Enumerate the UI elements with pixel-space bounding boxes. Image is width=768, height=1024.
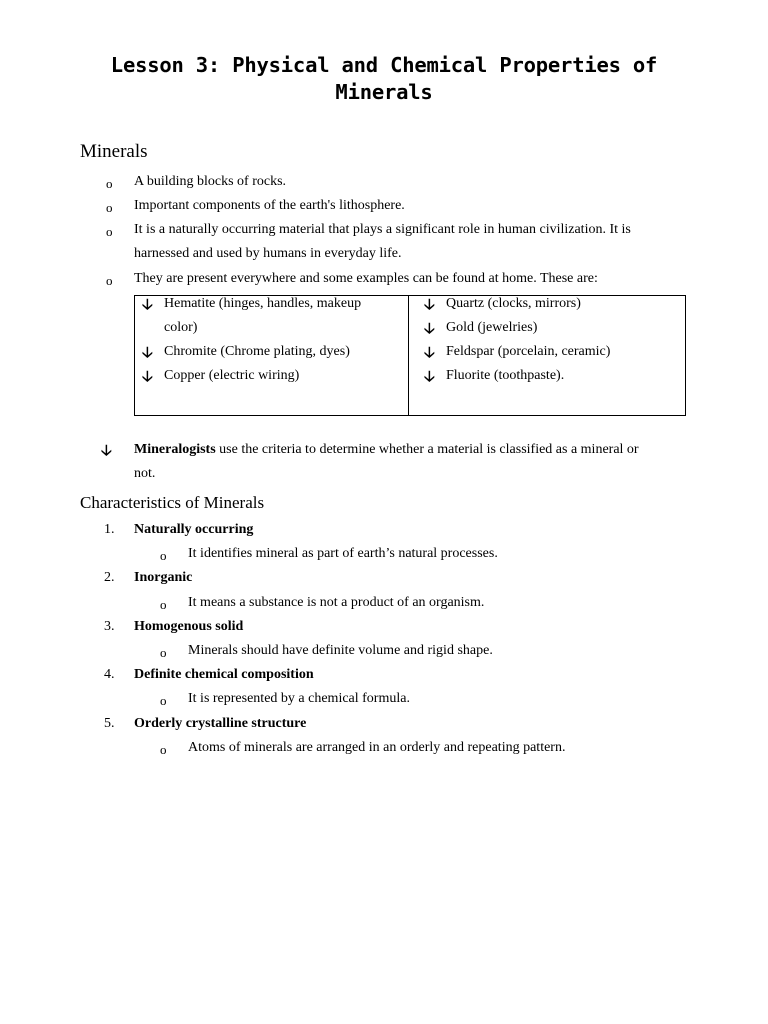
characteristic-desc: Atoms of minerals are arranged in an orderly and repeating pattern. — [188, 740, 566, 755]
mineralogists-term: Mineralogists — [134, 442, 216, 457]
minerals-bullet-1: A building blocks of rocks. — [134, 174, 287, 189]
example-copper: Copper (electric wiring) — [164, 368, 300, 383]
list-number: 5. — [104, 716, 115, 731]
title-line-1: Lesson 3: Physical and Chemical Properties of — [110, 53, 658, 77]
example-hematite-cont: color) — [164, 320, 198, 335]
example-fluorite: Fluorite (toothpaste). — [446, 368, 565, 383]
mineralogists-note — [134, 438, 639, 462]
bullet-marker: o — [160, 548, 167, 563]
down-arrow-icon: 🡣 — [424, 343, 435, 361]
bullet-marker: o — [106, 273, 113, 288]
down-arrow-icon: 🡣 — [142, 343, 153, 361]
bullet-marker: o — [160, 645, 167, 660]
minerals-bullet-2: Important components of the earth's lithosphere. — [134, 198, 405, 213]
lesson-title — [60, 52, 708, 106]
minerals-heading: Minerals — [80, 141, 148, 162]
mineralogists-note-cont: not. — [134, 466, 156, 481]
characteristic-title: Orderly crystalline structure — [134, 716, 307, 731]
bullet-marker: o — [160, 597, 167, 612]
example-feldspar: Feldspar (porcelain, ceramic) — [446, 344, 611, 359]
minerals-bullet-4: They are present everywhere and some examples can be found at home. These are: — [134, 271, 598, 286]
characteristics-heading: Characteristics of Minerals — [80, 493, 265, 512]
example-quartz: Quartz (clocks, mirrors) — [446, 296, 581, 311]
example-hematite: Hematite (hinges, handles, makeup — [164, 296, 362, 311]
bullet-marker: o — [106, 224, 113, 239]
characteristic-title: Inorganic — [134, 570, 193, 585]
characteristic-desc: It identifies mineral as part of earth’s natural processes. — [188, 546, 498, 561]
table-divider — [408, 295, 409, 416]
list-number: 2. — [104, 570, 115, 585]
title-line-2: Minerals — [335, 80, 433, 104]
list-number: 1. — [104, 522, 115, 537]
down-arrow-icon: 🡣 — [424, 295, 435, 313]
down-arrow-icon: 🡣 — [424, 319, 435, 337]
characteristic-desc: It means a substance is not a product of an organism. — [188, 595, 485, 610]
example-gold: Gold (jewelries) — [446, 320, 538, 335]
characteristic-title: Naturally occurring — [134, 522, 254, 537]
bullet-marker: o — [160, 693, 167, 708]
down-arrow-icon: 🡣 — [424, 367, 435, 385]
characteristic-desc: It is represented by a chemical formula. — [188, 691, 410, 706]
characteristic-title: Homogenous solid — [134, 619, 244, 634]
bullet-marker: o — [160, 742, 167, 757]
characteristic-desc: Minerals should have definite volume and rigid shape. — [188, 643, 493, 658]
list-number: 4. — [104, 667, 115, 682]
down-arrow-icon: 🡣 — [142, 295, 153, 313]
list-number: 3. — [104, 619, 115, 634]
mineralogists-text: use the criteria to determine whether a material is classified as a mineral or — [215, 442, 639, 457]
bullet-marker: o — [106, 200, 113, 215]
example-chromite: Chromite (Chrome plating, dyes) — [164, 344, 350, 359]
characteristic-title: Definite chemical composition — [134, 667, 314, 682]
minerals-bullet-3-cont: harnessed and used by humans in everyday life. — [134, 246, 402, 261]
bullet-marker: o — [106, 176, 113, 191]
down-arrow-icon: 🡣 — [142, 367, 153, 385]
minerals-bullet-3: It is a naturally occurring material that plays a significant role in human civilization. It is — [134, 222, 631, 237]
down-arrow-icon: 🡣 — [101, 441, 112, 459]
